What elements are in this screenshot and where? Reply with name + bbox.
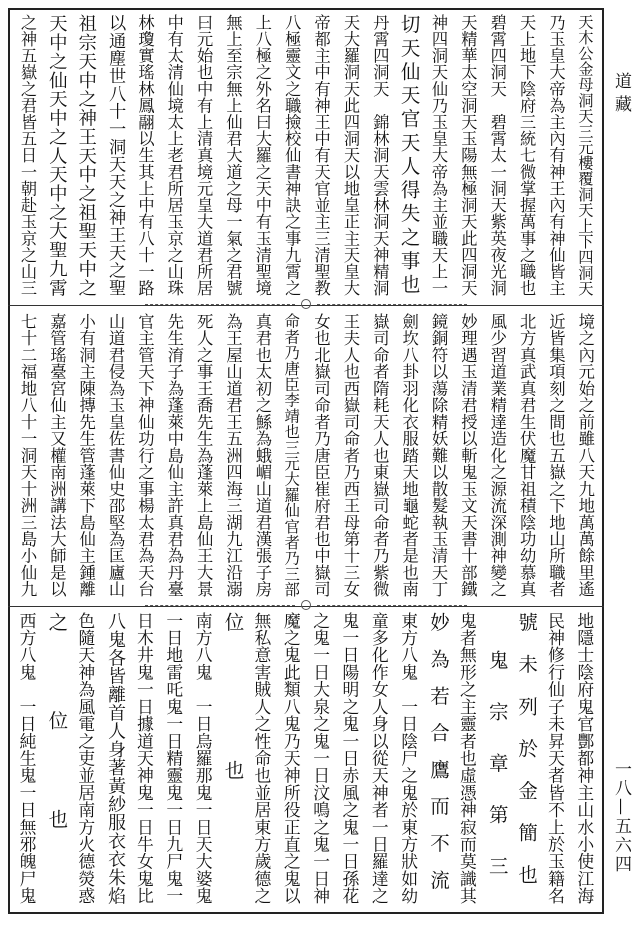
text-column: 妙理遇玉清君授以斬鬼玉文天書十部鐵 bbox=[458, 313, 478, 598]
text-column: 真君也太初之鯀為蛾嵋山道君漢張子房 bbox=[252, 313, 272, 598]
text-column: 帝都主中有神王中有天官並主三清聖教 bbox=[311, 14, 331, 297]
text-column: 神四洞天仙乃玉皇大帝為主並職天上一 bbox=[429, 14, 449, 297]
text-column: 西方八鬼 一日純生鬼一日無邪魄尸鬼 bbox=[17, 612, 37, 905]
text-column: 山道君侵為玉皇佐書仙史邵堅為匡廬山 bbox=[106, 313, 126, 598]
text-column: 天精華太空洞天玉陽無極洞天此四洞天 bbox=[458, 14, 478, 297]
text-column: 鬼者無形之主靈者也虛憑神寂而莫識其 bbox=[457, 612, 478, 905]
text-column: 之位也 bbox=[45, 612, 69, 908]
text-column: 天大羅洞天此四洞天以地皇正主天皇大 bbox=[340, 14, 360, 297]
text-panel-top bbox=[14, 14, 598, 300]
text-column: 南方八鬼 一日烏羅那鬼一日天大婆鬼 bbox=[193, 612, 214, 905]
text-column: 死人之事王喬先生為蓬萊上島仙王大景 bbox=[194, 313, 214, 598]
text-column: 以通塵世八十一洞天天之神王天之聖 bbox=[105, 14, 126, 297]
text-column: 天中之仙天中之人天中之大聖九霄 bbox=[46, 14, 68, 297]
text-column: 天上地下陰府三統七微掌握萬事之職也 bbox=[517, 14, 537, 297]
text-column: 民神修行仙子未昇天者皆不上於玉籍名 bbox=[545, 612, 566, 905]
text-column: 北方真武真君生伏魔甘祖積陰功幼慕真 bbox=[517, 313, 537, 598]
text-column: 林瓊實瑤林鳳翮以生其上中有八十一路 bbox=[135, 14, 155, 297]
text-column: 命者乃唐臣李靖也三元大羅仙官者乃三部 bbox=[282, 313, 301, 598]
text-column: 天木公金母洞天三元樓覆洞天上下四洞天 bbox=[575, 14, 594, 297]
text-column: 之鬼一日大泉之鬼一日汶鳴之鬼一日神 bbox=[310, 612, 331, 905]
text-panel-middle bbox=[14, 313, 598, 601]
text-column: 色隨天神為風電之吏並居南方火德熒惑 bbox=[75, 612, 96, 905]
text-column: 八極靈文之職撿校仙書神訣之事九霄之 bbox=[282, 14, 302, 297]
text-column: 境之內元始之前雖八天九地萬萬餘里遙 bbox=[575, 313, 595, 598]
text-column: 中有太清仙境太上老君所居玉京之山珠 bbox=[164, 14, 184, 297]
text-column: 八鬼各皆離首人身著黃紗服衣衣朱焰 bbox=[105, 612, 127, 905]
text-column: 日木井鬼一日據道天神鬼一日牛女鬼比 bbox=[134, 612, 155, 905]
text-column: 官主管天下神仙功行之事楊太君為天台 bbox=[135, 313, 155, 598]
text-column: 切天仙天官天人得失之事也 bbox=[397, 14, 421, 298]
page-number: 一八—五六四 bbox=[611, 760, 631, 874]
text-panel-bottom bbox=[14, 612, 598, 908]
text-column: 丹霄四洞天 錦林洞天雲林洞天神精洞 bbox=[370, 14, 390, 297]
text-column: 七十二福地八十一洞天十洲三島小仙九 bbox=[18, 313, 37, 598]
text-column: 上八極之外名曰大羅之天中有玉清聖境 bbox=[252, 14, 272, 297]
text-column: 女也北嶽司命者乃唐臣崔府君也中嶽司 bbox=[311, 313, 331, 598]
text-column: 曰元始也中有上清真境元皇大道君所居 bbox=[194, 14, 214, 297]
text-column: 無上至宗無上仙君大道之母一氣之君號 bbox=[223, 14, 243, 297]
text-column: 為王屋山道君王五洲四海三湖九江沿溺 bbox=[223, 313, 243, 598]
text-column: 嘉管瑤臺宮仙主又權南洲講法大師是以 bbox=[47, 313, 67, 598]
text-column: 碧霄四洞天 碧霄太一洞天紫英夜光洞 bbox=[487, 14, 507, 297]
text-column: 小有洞主陳摶先生管蓬萊下島仙主鍾離 bbox=[76, 313, 96, 598]
text-column: 童多化作女人身以從天神者一日羅達之 bbox=[369, 612, 390, 905]
text-column: 鬼一日陽明之鬼一日赤風之鬼一日孫花 bbox=[339, 612, 360, 905]
text-column: 地隱士陰府鬼官酆都神主山水小使江海 bbox=[574, 612, 595, 905]
text-column: 東方八鬼 一日陰尸之鬼於東方狀如幼 bbox=[398, 612, 419, 905]
text-column: 鏡銅符以蕩除精妖難以散髮執玉清天丁 bbox=[429, 313, 449, 598]
text-column: 號未列於金簡也 bbox=[515, 612, 539, 907]
text-column: 王夫人也西嶽司命者乃西王母第十三女 bbox=[340, 313, 360, 598]
text-column: 劍坎八卦羽化衣服踏天地龜蛇者是也南 bbox=[399, 313, 419, 598]
text-column: 嶽司命者隋耗天人也東嶽司命者乃紫微 bbox=[370, 313, 390, 598]
text-column: 風少習道業精達造化之源流深測神變之 bbox=[487, 313, 507, 598]
text-column: 位也 bbox=[221, 612, 245, 908]
text-column: 祖宗天中之神王天中之祖聖天中之 bbox=[75, 14, 97, 297]
text-column: 先生淯子為蓬萊中島仙主許真君為丹臺 bbox=[164, 313, 184, 598]
text-column: 一日地雷吒鬼一日精靈鬼一日九尸鬼一 bbox=[163, 612, 184, 905]
text-column: 無私意害賊人之性命也並居東方歲德之 bbox=[251, 612, 272, 905]
text-column: 魔之鬼此類八鬼乃天神所役正直之鬼以 bbox=[281, 612, 302, 905]
text-column: 鬼宗章第三 bbox=[485, 650, 509, 907]
text-column: 之神五嶽之君皆五日一朝赴玉京之山三 bbox=[18, 14, 37, 297]
text-column: 近皆集項刻之間也五嶽之下地山所職者 bbox=[546, 313, 566, 598]
text-column: 乃玉皇大帝為主內有神王內有神仙皆主 bbox=[546, 14, 566, 297]
text-column: 妙為若合鷹而不流 bbox=[427, 612, 451, 907]
margin-title: 道藏 bbox=[611, 72, 631, 118]
